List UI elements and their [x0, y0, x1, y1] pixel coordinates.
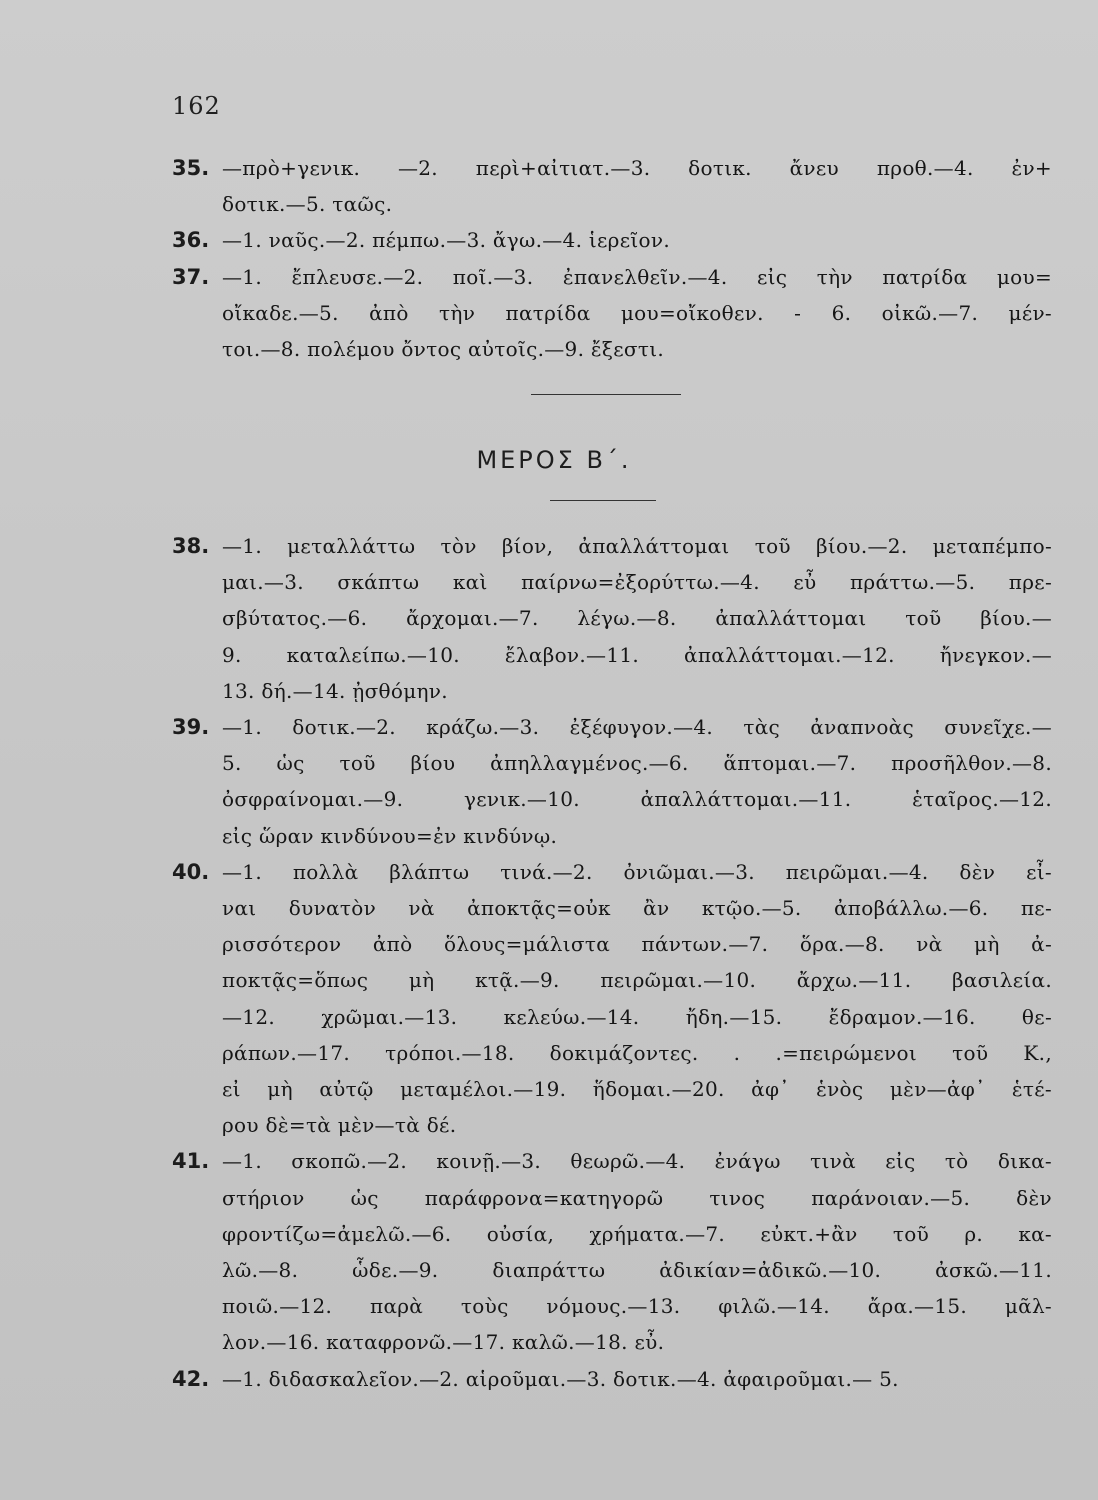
- entry-line: στήριον ὡς παράφρονα=κατηγορῶ τινος παράνοιαν.—5. δὲν: [222, 1185, 1052, 1210]
- answer-entry: [172, 854, 1052, 1144]
- entry-line: ρου δὲ=τὰ μὲν—τὰ δέ.: [222, 1113, 457, 1138]
- entry-line: —1. ἔπλευσε.—2. ποῖ.—3. ἐπανελθεῖν.—4. εἰς τὴν πατρίδα μου=: [222, 264, 1052, 289]
- entry-line: —1. διδασκαλεῖον.—2. αἱροῦμαι.—3. δοτικ.—4. ἀφαιροῦμαι.— 5.: [222, 1366, 899, 1391]
- answer-entry: [172, 259, 1052, 368]
- entry-line: ὀσφραίνομαι.—9. γενικ.—10. ἀπαλλάττομαι.—11. ἑταῖρος.—12.: [222, 787, 1052, 812]
- answer-entry: [172, 1361, 1052, 1397]
- entries-before-section: [172, 150, 1052, 367]
- entry-line: —1. δοτικ.—2. κράζω.—3. ἐξέφυγον.—4. τὰς ἀναπνοὰς συνεῖχε.—: [222, 715, 1052, 740]
- section-title-text: ΜΕΡΟΣ Β΄.: [476, 446, 632, 474]
- entry-text: [222, 854, 1052, 1144]
- entry-text: [222, 709, 1052, 854]
- entry-number: 36.: [172, 228, 210, 253]
- entry-line: ποιῶ.—12. παρὰ τοὺς νόμους.—13. φιλῶ.—14. ἄρα.—15. μᾶλ-: [222, 1294, 1052, 1319]
- entry-line: σβύτατος.—6. ἄρχομαι.—7. λέγω.—8. ἀπαλλάττομαι τοῦ βίου.—: [222, 606, 1052, 631]
- answer-entry: [172, 709, 1052, 854]
- entry-number: 41.: [172, 1149, 210, 1174]
- entry-text: [222, 1361, 1052, 1397]
- section-title: [0, 446, 1098, 474]
- entry-line: τοι.—8. πολέμου ὄντος αὐτοῖς.—9. ἔξεστι.: [222, 337, 665, 362]
- section-divider-bottom: [550, 500, 656, 501]
- entry-number: 40.: [172, 859, 210, 884]
- entry-line: λῶ.—8. ὧδε.—9. διαπράττω ἀδικίαν=ἀδικῶ.—10. ἀσκῶ.—11.: [222, 1258, 1052, 1283]
- entry-text: [222, 528, 1052, 709]
- entry-line: 5. ὡς τοῦ βίου ἀπηλλαγμένος.—6. ἅπτομαι.—7. προσῆλθον.—8.: [222, 751, 1052, 776]
- entry-number: 37.: [172, 264, 210, 289]
- entry-line: —12. χρῶμαι.—13. κελεύω.—14. ἤδη.—15. ἔδραμον.—16. θε-: [222, 1004, 1052, 1029]
- answer-entry: [172, 150, 1052, 222]
- entry-text: [222, 150, 1052, 222]
- entry-number: 42.: [172, 1366, 210, 1391]
- entry-line: μαι.—3. σκάπτω καὶ παίρνω=ἐξορύττω.—4. εὖ πράττω.—5. πρε-: [222, 570, 1052, 595]
- entry-line: ράπων.—17. τρόποι.—18. δοκιμάζοντες. . .=πειρώμενοι τοῦ Κ.,: [222, 1040, 1052, 1065]
- entry-line: —πρὸ+γενικ. —2. περὶ+αἰτιατ.—3. δοτικ. ἄνευ προθ.—4. ἐν+: [222, 156, 1052, 180]
- answer-entry: [172, 528, 1052, 709]
- entry-line: ποκτᾷς=ὅπως μὴ κτᾷ.—9. πειρῶμαι.—10. ἄρχω.—11. βασιλεία.: [222, 968, 1052, 993]
- answer-entry: [172, 1143, 1052, 1360]
- entry-number: 35.: [172, 156, 210, 180]
- entry-text: [222, 222, 1052, 258]
- entry-line: ναι δυνατὸν νὰ ἀποκτᾷς=οὐκ ἂν κτῷο.—5. ἀποβάλλω.—6. πε-: [222, 896, 1052, 921]
- entry-line: φροντίζω=ἀμελῶ.—6. οὐσία, χρήματα.—7. εὐκτ.+ἂν τοῦ ρ. κα-: [222, 1221, 1052, 1246]
- entry-number: 38.: [172, 534, 210, 558]
- entry-line: 9. καταλείπω.—10. ἔλαβον.—11. ἀπαλλάττομαι.—12. ἤνεγκον.—: [222, 642, 1052, 667]
- section-divider-top: [531, 394, 681, 395]
- entry-line: —1. ναῦς.—2. πέμπω.—3. ἄγω.—4. ἱερεῖον.: [222, 228, 670, 253]
- entry-line: —1. σκοπῶ.—2. κοινῇ.—3. θεωρῶ.—4. ἐνάγω τινὰ εἰς τὸ δικα-: [222, 1149, 1052, 1174]
- entry-number: 39.: [172, 715, 210, 740]
- entries-after-section: [172, 528, 1052, 1397]
- entry-text: [222, 259, 1052, 368]
- entry-line: 13. δή.—14. ᾐσθόμην.: [222, 678, 448, 703]
- entry-line: —1. πολλὰ βλάπτω τινά.—2. ὀνιῶμαι.—3. πειρῶμαι.—4. δὲν εἶ-: [222, 859, 1052, 884]
- entry-line: δοτικ.—5. ταῶς.: [222, 192, 393, 217]
- entry-line: —1. μεταλλάττω τὸν βίον, ἀπαλλάττομαι τοῦ βίου.—2. μεταπέμπο-: [222, 534, 1052, 558]
- entry-line: ρισσότερον ἀπὸ ὅλους=μάλιστα πάντων.—7. ὅρα.—8. νὰ μὴ ἀ-: [222, 932, 1052, 957]
- entry-line: εἰς ὥραν κινδύνου=ἐν κινδύνῳ.: [222, 823, 558, 848]
- entry-line: οἴκαδε.—5. ἀπὸ τὴν πατρίδα μου=οἴκοθεν. - 6. οἰκῶ.—7. μέν-: [222, 300, 1052, 325]
- entry-line: εἰ μὴ αὐτῷ μεταμέλοι.—19. ἥδομαι.—20. ἀφ᾽ ἑνὸς μὲν—ἀφ᾽ ἑτέ-: [222, 1077, 1052, 1102]
- entry-text: [222, 1143, 1052, 1360]
- answer-entry: [172, 222, 1052, 258]
- entry-line: λον.—16. καταφρονῶ.—17. καλῶ.—18. εὖ.: [222, 1330, 665, 1355]
- page-number: 162: [172, 92, 221, 120]
